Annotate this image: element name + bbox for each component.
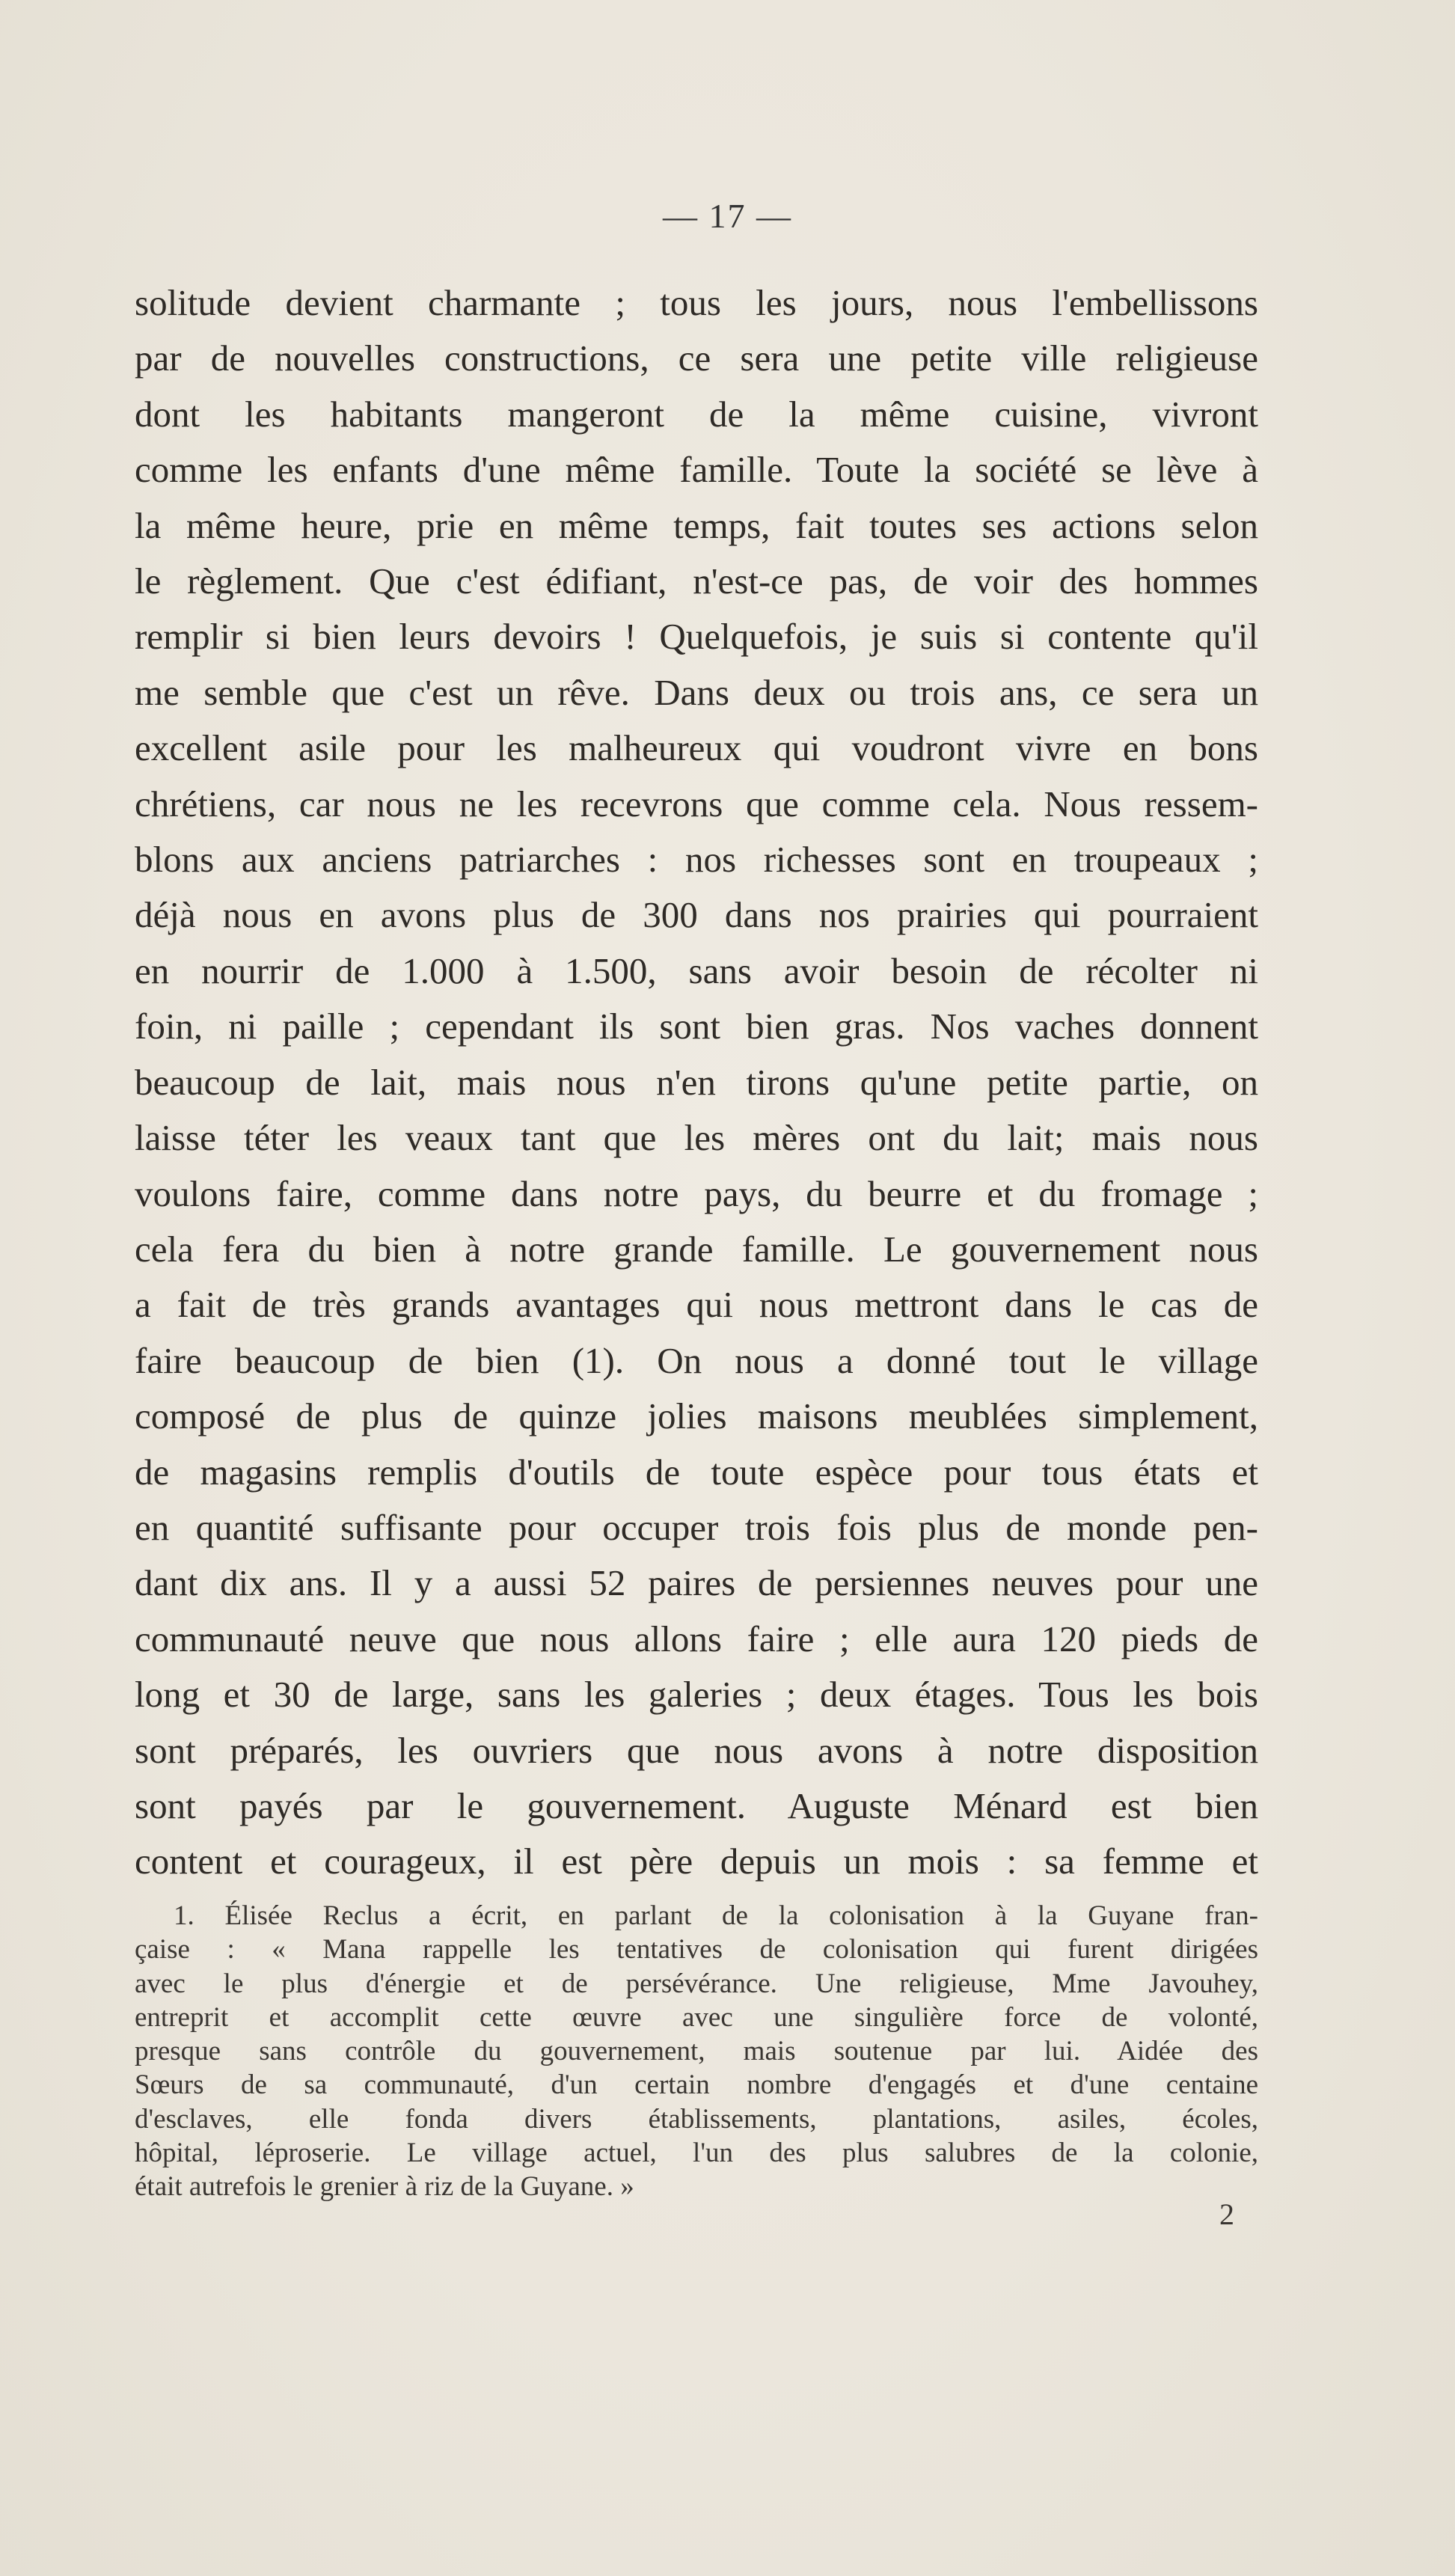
signature-mark: 2 [1219,2197,1234,2231]
body-line: la même heure, prie en même temps, fait toutes ses actions selon [135,504,1258,546]
body-line: cela fera du bien à notre grande famille. Le gouvernement nous [135,1228,1258,1270]
body-line: beaucoup de lait, mais nous n'en tirons qu'une petite partie, on [135,1061,1258,1103]
footnote-line: était autrefois le grenier à riz de la Guyane. » [135,2171,634,2203]
footnote-line: 1. Élisée Reclus a écrit, en parlant de la colonisation à la Guyane fran- [174,1900,1258,1931]
body-line: le règlement. Que c'est édifiant, n'est-ce pas, de voir des hommes [135,560,1258,602]
body-line: laisse téter les veaux tant que les mères ont du lait; mais nous [135,1117,1258,1159]
body-line: déjà nous en avons plus de 300 dans nos prairies qui pourraient [135,894,1258,936]
footnote-line: Sœurs de sa communauté, d'un certain nombre d'engagés et d'une centaine [135,2069,1258,2101]
body-line: composé de plus de quinze jolies maisons meublées simplement, [135,1395,1258,1437]
footnote-line: avec le plus d'énergie et de persévérance. Une religieuse, Mme Javouhey, [135,1968,1258,1999]
body-line: excellent asile pour les malheureux qui voudront vivre en bons [135,727,1258,769]
body-line: sont préparés, les ouvriers que nous avons à notre disposition [135,1729,1258,1771]
footnote-line: entreprit et accomplit cette œuvre avec une singulière force de volonté, [135,2001,1258,2033]
body-line: faire beaucoup de bien (1). On nous a donné tout le village [135,1339,1258,1381]
body-line: dont les habitants mangeront de la même cuisine, vivront [135,393,1258,435]
footnote-divider [583,1879,872,1880]
body-line: de magasins remplis d'outils de toute espèce pour tous états et [135,1451,1258,1493]
body-line: dant dix ans. Il y a aussi 52 paires de persiennes neuves pour une [135,1562,1258,1604]
body-text [135,275,1258,1890]
footnote-line: presque sans contrôle du gouvernement, mais soutenue par lui. Aidée des [135,2036,1258,2067]
body-line: blons aux anciens patriarches : nos richesses sont en troupeaux ; [135,839,1258,881]
body-line: solitude devient charmante ; tous les jours, nous l'embellissons [135,282,1258,323]
body-line: chrétiens, car nous ne les recevrons que comme cela. Nous ressem- [135,783,1258,824]
body-line: sont payés par le gouvernement. Auguste Ménard est bien [135,1784,1258,1826]
page-number: — 17 — [663,197,792,235]
body-line: remplir si bien leurs devoirs ! Quelquefois, je suis si contente qu'il [135,616,1258,658]
body-line: voulons faire, comme dans notre pays, du beurre et du fromage ; [135,1172,1258,1214]
body-line: par de nouvelles constructions, ce sera une petite ville religieuse [135,337,1258,379]
body-line: comme les enfants d'une même famille. Toute la société se lève à [135,449,1258,491]
footnote-line: d'esclaves, elle fonda divers établissements, plantations, asiles, écoles, [135,2103,1258,2135]
body-line: a fait de très grands avantages qui nous mettront dans le cas de [135,1284,1258,1326]
body-line: me semble que c'est un rêve. Dans deux ou trois ans, ce sera un [135,671,1258,713]
body-line: en nourrir de 1.000 à 1.500, sans avoir besoin de récolter ni [135,949,1258,991]
body-line: communauté neuve que nous allons faire ; elle aura 120 pieds de [135,1618,1258,1659]
footnote-line: hôpital, léproserie. Le village actuel, l'un des plus salubres de la colonie, [135,2138,1258,2169]
footnote-line: çaise : « Mana rappelle les tentatives de colonisation qui furent dirigées [135,1934,1258,1965]
body-line: long et 30 de large, sans les galeries ; deux étages. Tous les bois [135,1674,1258,1716]
body-line: en quantité suffisante pour occuper trois fois plus de monde pen- [135,1506,1258,1548]
body-line: foin, ni paille ; cependant ils sont bien gras. Nos vaches donnent [135,1006,1258,1047]
body-line: content et courageux, il est père depuis un mois : sa femme et [135,1841,1258,1882]
footnote [135,1899,1258,2204]
